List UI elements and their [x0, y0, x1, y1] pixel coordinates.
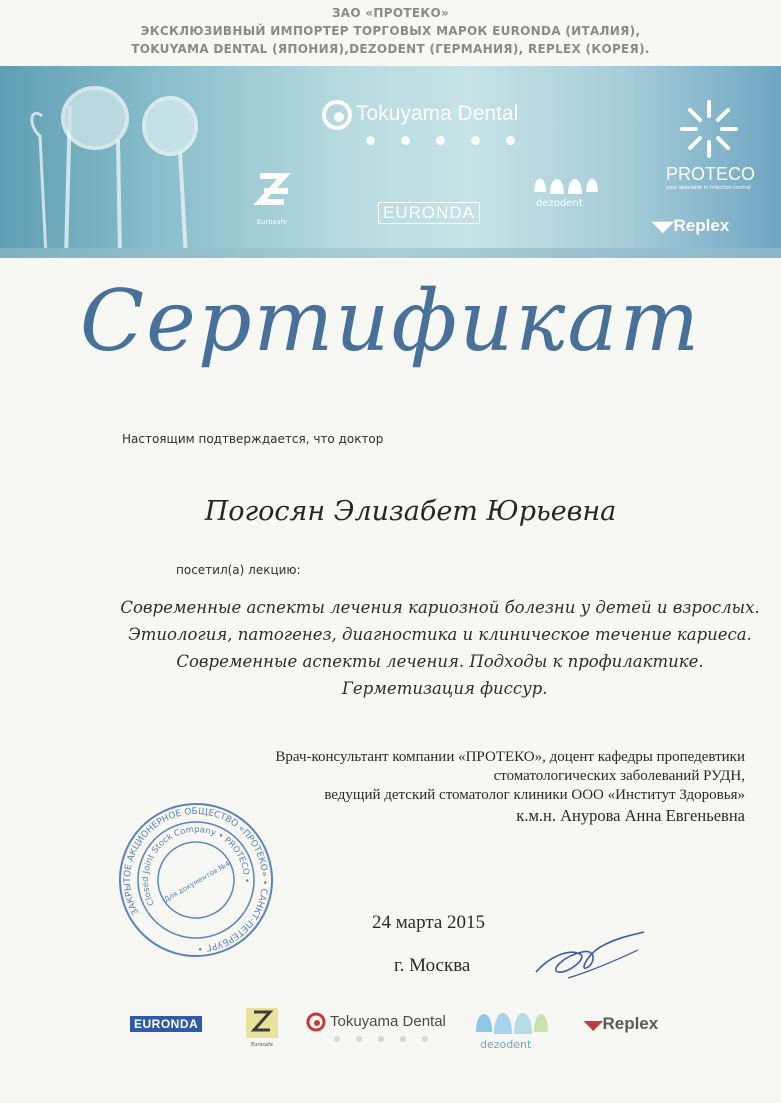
replex-logo [652, 216, 729, 236]
banner-bottom-strip [0, 248, 781, 258]
footer-dezodent-text: dezodent [480, 1038, 532, 1051]
stamp-middle-text: Closed Joint Stock Company • PROTECO • [140, 824, 252, 908]
eurosafe-logo [250, 172, 294, 224]
dot [506, 136, 515, 145]
lecture-line: Герметизация фиссур. [342, 679, 548, 698]
dot [334, 1036, 340, 1042]
lecture-line: Этиология, патогенез, диагностика и клиническое течение кариеса. [128, 625, 752, 644]
certificate-date: 24 марта 2015 [372, 912, 486, 933]
dot [436, 136, 445, 145]
header-brands-line: TOKUYAMA DENTAL (ЯПОНИЯ),DEZODENT (ГЕРМАНИЯ), REPLEX (КОРЕЯ). [131, 42, 650, 56]
header-company: ЗАО «ПРОТЕКО» [331, 6, 450, 20]
lecturer-clinic: ведущий детский стоматолог клиники ООО «Институт Здоровья» [324, 787, 745, 803]
attended-label: посетил(а) лекцию: [176, 563, 301, 577]
header-importer-line: ЭКСКЛЮЗИВНЫЙ ИМПОРТЕР ТОРГОВЫХ МАРОК EURONDA (ИТАЛИЯ), [140, 24, 641, 38]
lecture-line: Современные аспекты лечения. Подходы к профилактике. [176, 652, 704, 671]
footer-tokuyama-dots [334, 1036, 428, 1042]
lecture-line: Современные аспекты лечения кариозной болезни у детей и взрослых. [120, 598, 760, 617]
lecturer-position: Врач-консультант компании «ПРОТЕКО», доцент кафедры пропедевтики [275, 749, 745, 765]
footer-replex-logo [584, 1014, 658, 1034]
dot [356, 1036, 362, 1042]
dot [400, 1036, 406, 1042]
replex-logo-icon: ◥◤ [652, 218, 674, 234]
proteco-logo-text: PROTECO [666, 164, 756, 184]
tokuyama-logo-icon [322, 100, 352, 130]
lecturer-name: к.м.н. Анурова Анна Евгеньевна [516, 806, 745, 825]
brand-banner [0, 66, 781, 258]
certificate-city: г. Москва [394, 955, 471, 976]
signature-icon [528, 928, 648, 984]
dot [471, 136, 480, 145]
footer-replex-icon: ◥◤ [584, 1018, 603, 1032]
replex-logo-text: Replex [673, 216, 730, 235]
eurosafe-logo-text: Eurosafe [256, 218, 288, 226]
dot [378, 1036, 384, 1042]
footer-replex-text: Replex [602, 1014, 659, 1033]
euronda-logo: EURONDA [378, 202, 480, 224]
footer-tokuyama-text: Tokuyama Dental [330, 1013, 446, 1030]
footer-euronda-logo: EURONDA [130, 1016, 202, 1032]
lecturer-department: стоматологических заболеваний РУДН, [493, 768, 745, 784]
footer-dezodent-icon [474, 1004, 550, 1038]
tokuyama-dots [366, 136, 515, 145]
footer-eurosafe-logo [246, 1008, 278, 1048]
dezodent-logo-icon [532, 172, 600, 198]
stamp-center-text: Для документов №4 [162, 859, 232, 904]
proteco-logo-icon [676, 96, 742, 162]
lecturer-info [275, 748, 745, 827]
doctor-name: Погосян Элизабет Юрьевна [204, 496, 617, 527]
dot [401, 136, 410, 145]
confirmation-text: Настоящим подтверждается, что доктор [122, 432, 384, 446]
footer-eurosafe-text: Eurosafe [251, 1042, 273, 1048]
dot [366, 136, 375, 145]
proteco-tagline: your specialist in infection control [666, 185, 751, 191]
dezodent-logo-text: dezodent [536, 198, 583, 209]
stamp-outer-text: ЗАКРЫТОЕ АКЦИОНЕРНОЕ ОБЩЕСТВО «ПРОТЕКО» • САНКТ-ПЕТЕРБУРГ • [122, 806, 270, 954]
svg-text:Closed Joint Stock Company • P [121, 805, 259, 934]
company-stamp-icon [116, 800, 276, 960]
dot [422, 1036, 428, 1042]
footer-eurosafe-icon [246, 1008, 278, 1038]
tokuyama-logo-text: Tokuyama Dental [356, 102, 519, 125]
certificate-title: Сертификат [79, 272, 702, 370]
lecture-topic [120, 594, 760, 702]
eurosafe-logo-icon [250, 172, 294, 216]
footer-tokuyama-icon [306, 1012, 326, 1032]
dental-instruments-illustration [0, 66, 220, 258]
